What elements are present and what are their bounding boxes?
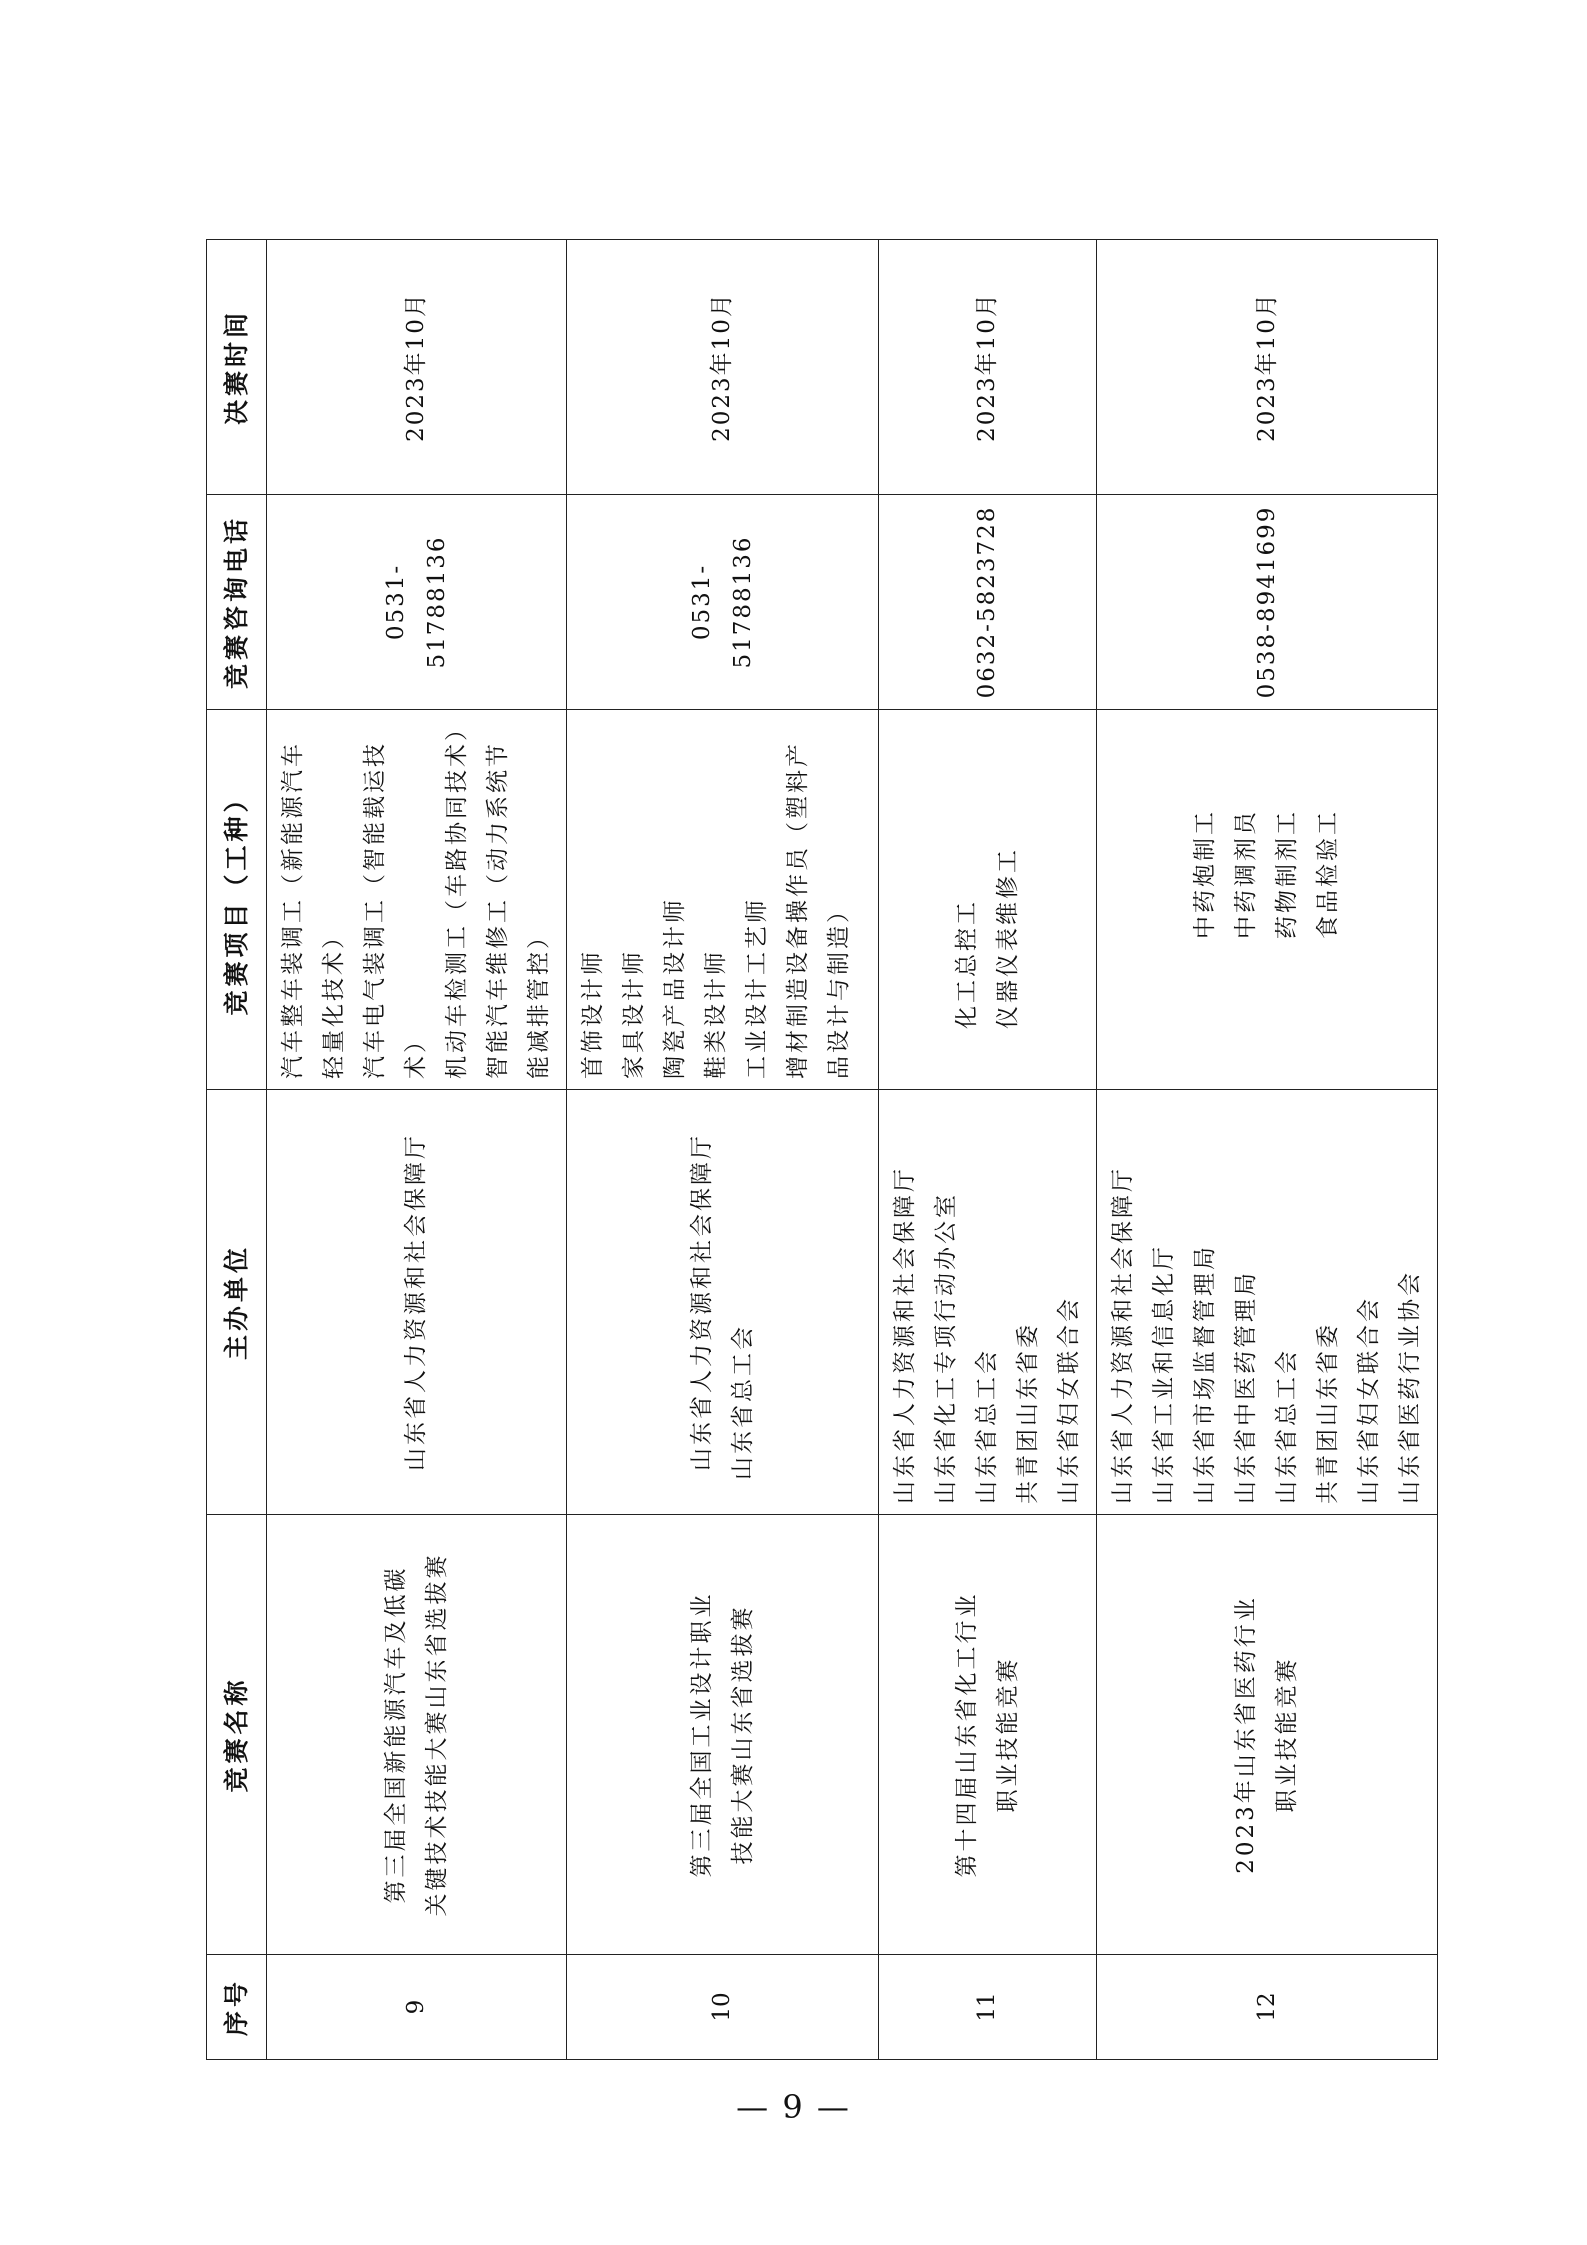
- organizer-line: 山东省妇女联合会: [1056, 1296, 1082, 1504]
- organizer-line: 山东省市场监督管理局: [1192, 1244, 1218, 1504]
- header-index: 序号: [207, 1955, 267, 2060]
- row-name-line: 第三届全国工业设计职业: [688, 1591, 715, 1878]
- row-projects: [879, 710, 1097, 1090]
- organizer-line: 山东省总工会: [1274, 1348, 1300, 1504]
- organizer-line: 山东省总工会: [974, 1348, 1000, 1504]
- row-phone: 0531-51788136: [567, 495, 879, 710]
- project-item: 首饰设计师: [580, 949, 606, 1079]
- header-phone: 竞赛咨询电话: [207, 495, 267, 710]
- project-item: 家具设计师: [621, 949, 647, 1079]
- table-row: [879, 240, 1097, 2060]
- project-item: 智能汽车维修工（动力系统节能减排管控）: [485, 741, 552, 1079]
- row-name: [1097, 1515, 1438, 1955]
- project-item: 中药炮制工: [1192, 809, 1218, 939]
- row-name-line: 技能大赛山东省选拔赛: [729, 1604, 756, 1865]
- row-phone: 0531-51788136: [267, 495, 567, 710]
- organizer-line: 山东省医药行业协会: [1397, 1270, 1423, 1504]
- table-header-row: [207, 240, 267, 2060]
- row-time: 2023年10月: [879, 240, 1097, 495]
- project-item: 化工总控工: [953, 899, 980, 1029]
- row-organizer: [567, 1090, 879, 1515]
- row-time: 2023年10月: [1097, 240, 1438, 495]
- organizer-line: 山东省中医药管理局: [1233, 1270, 1259, 1504]
- organizer-line: 共青团山东省委: [1015, 1322, 1041, 1504]
- organizer-line: 山东省人力资源和社会保障厅: [688, 1133, 715, 1471]
- row-organizer: [1097, 1090, 1438, 1515]
- row-index: 10: [567, 1955, 879, 2060]
- row-name-line: 关键技术技能大赛山东省选拔赛: [423, 1552, 450, 1917]
- row-name-line: 第十四届山东省化工行业: [953, 1591, 980, 1878]
- table-row: [267, 240, 567, 2060]
- row-projects: [267, 710, 567, 1090]
- row-index: 12: [1097, 1955, 1438, 2060]
- header-name: 竞赛名称: [207, 1515, 267, 1955]
- project-item: 增材制造设备操作员（塑料产品设计与制造）: [785, 741, 852, 1079]
- row-phone: 0632-5823728: [879, 495, 1097, 710]
- row-index: 11: [879, 1955, 1097, 2060]
- competition-table: [206, 239, 1438, 2060]
- header-time: 决赛时间: [207, 240, 267, 495]
- row-projects: [1097, 710, 1438, 1090]
- row-organizer: [267, 1090, 567, 1515]
- row-index: 9: [267, 1955, 567, 2060]
- page-number: — 9 —: [736, 2088, 851, 2126]
- project-item: 机动车检测工（车路协同技术）: [444, 715, 470, 1079]
- organizer-line: 山东省人力资源和社会保障厅: [892, 1166, 918, 1504]
- row-phone: 0538-8941699: [1097, 495, 1438, 710]
- row-name: [879, 1515, 1097, 1955]
- rotated-table-container: [206, 240, 1423, 2060]
- project-item: 工业设计工艺师: [744, 897, 770, 1079]
- organizer-line: 共青团山东省委: [1315, 1322, 1341, 1504]
- project-item: 中药调剂员: [1233, 809, 1259, 939]
- organizer-line: 山东省化工专项行动办公室: [933, 1192, 959, 1504]
- project-item: 汽车整车装调工（新能源汽车轻量化技术）: [280, 741, 347, 1079]
- organizer-line: 山东省人力资源和社会保障厅: [403, 1133, 429, 1471]
- project-item: 汽车电气装调工（智能载运技术）: [362, 741, 429, 1079]
- project-item: 仪器仪表维修工: [994, 847, 1021, 1029]
- row-time: 2023年10月: [267, 240, 567, 495]
- row-projects: [567, 710, 879, 1090]
- row-name-line: 职业技能竞赛: [1274, 1656, 1300, 1813]
- header-project: 竞赛项目（工种）: [207, 710, 267, 1090]
- organizer-line: 山东省人力资源和社会保障厅: [1110, 1166, 1136, 1504]
- header-organizer: 主办单位: [207, 1090, 267, 1515]
- table-row: [567, 240, 879, 2060]
- organizer-line: 山东省妇女联合会: [1356, 1296, 1382, 1504]
- project-item: 鞋类设计师: [703, 949, 729, 1079]
- row-name-line: 职业技能竞赛: [994, 1656, 1021, 1813]
- table-row: [1097, 240, 1438, 2060]
- project-item: 陶瓷产品设计师: [662, 897, 688, 1079]
- project-item: 食品检验工: [1315, 809, 1341, 939]
- row-name: [567, 1515, 879, 1955]
- row-name-line: 2023年山东省医药行业: [1233, 1595, 1259, 1874]
- row-name-line: 第三届全国新能源汽车及低碳: [382, 1565, 409, 1904]
- row-organizer: [879, 1090, 1097, 1515]
- row-time: 2023年10月: [567, 240, 879, 495]
- organizer-line: 山东省工业和信息化厅: [1151, 1244, 1177, 1504]
- row-name: [267, 1515, 567, 1955]
- project-item: 药物制剂工: [1274, 809, 1300, 939]
- organizer-line: 山东省总工会: [729, 1324, 756, 1480]
